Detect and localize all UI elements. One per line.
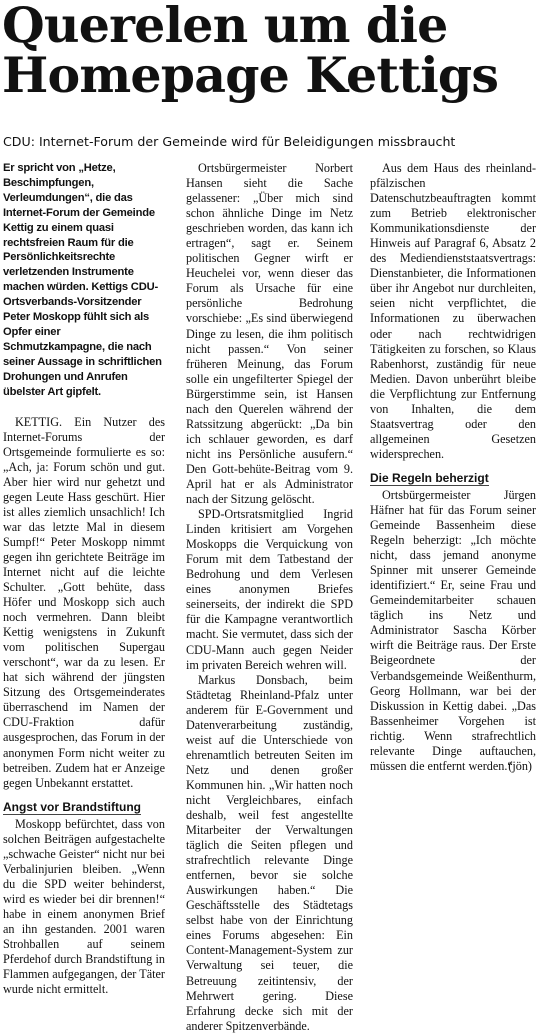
subheading-1-text: Angst vor Brandstiftung [3, 799, 141, 814]
headline-line-1: Querelen um die [2, 0, 448, 54]
article-paragraph-1 [3, 415, 165, 791]
article-paragraph-2: Moskopp befürchtet, dass von solchen Beiträgen aufgestachelte „schwache Geister“ nicht nur bei Verbalinjurien bleiben. „Wenn du die SPD weiter behinderst, wird es wieder bei dir brennen!“ habe in einem anonymen Brief an ihn gestanden. 2001 waren Strohballen auf seinem Pferdehof durch Brandstiftung in Flammen aufgegangen, der Täter wurde nicht ermittelt. [3, 816, 165, 997]
column-3 [370, 161, 536, 774]
article-paragraph-3: Ortsbürgermeister Norbert Hansen sieht die Sache gelassener: „Über mich sind schon ähnliche Dinge im Netz geschrieben worden, das kann ich ertragen“, sagt er. Seinem politischen Gegner wirft er Heuchelei vor, wenn dieser das Forum als Ursache für eine persönliche Bedrohung vorschiebe: „Es sind überwiegend Dinge zu lesen, die ihm politisch nicht passen.“ Von seiner früheren Meinung, das Forum solle ein ungefilterter Spiegel der Bürgerstimme sein, ist Hansen nach den Querelen während der Ratssitzung abgerückt: „Da bin ich schlauer geworden, es darf nicht ins Persönliche ausufern.“ Den Gott-behüte-Beitrag vom 9. April hat er als Administrator nach der Sitzung gelöscht. [186, 161, 353, 507]
paragraph-7-text: Ortsbürgermeister Jürgen Häfner hat für das Forum seiner Gemeinde Bassenheim diese Regeln beherzigt: „Ich möchte nicht, dass jemand anonyme Spinner mit unserer Gemeinde identifiziert.“ Er, seine Frau und Gemeindemitarbeiter schauen täglich ins Netz und Administrator Sascha Körber wirft die Beiträge raus. Der Erste Beigeordnete der Verbandsgemeinde Weißenthurm, Georg Hollmann, war bei der Diskussion in Kettig dabei. „Das Bassenheimer Vorgehen ist richtig. Wenn strafrechtlich relevante Dinge auftauchen, müssen die entfernt werden.“ [370, 487, 536, 773]
article-paragraph-7 [370, 488, 536, 774]
subheading-2 [370, 470, 536, 486]
subheading-2-text: Die Regeln beherzigt [370, 470, 489, 485]
article-paragraph-5: Markus Donsbach, beim Städtetag Rheinland-Pfalz unter anderem für E-Government und Datenverarbeitung zuständig, weist auf die Unterschiede von ehrenamtlich betreuten Seiten im Netz und denen großer Kommunen hin. „Wir hatten noch nicht Vergleichbares, einfach deshalb, weil fest angestellte Mitarbeiter der Verwaltungen täglich die Seiten pflegen und strafrechtlich relevante Dinge entfernen, bevor sie solche Auswirkungen haben.“ Die Geschäftsstelle des Städtetags selbst habe von der Einrichtung eines Forums abgesehen: Ein Content-Management-System zur Verwaltung sei teuer, die Betreuung zeitintensiv, der Mehrwert gering. Diese Erfahrung decke sich mit der anderer Spitzenverbände. [186, 672, 353, 1033]
lead-paragraph: Er spricht von „Hetze, Beschimpfungen, Verleumdungen“, die das Internet-Forum der Gemeinde Kettig zu einem quasi rechtsfreien Raum für die Persönlichkeitsrechte verletzenden Instrumente machen würden. Kettigs CDU-Ortsverbands-Vorsitzender Peter Moskopp fühlt sich als Opfer einer Schmutzkampagne, die nach seiner Aussage in schriftlichen Drohungen und Anrufen übelster Art gipfelt. [3, 162, 162, 398]
headline-line-2: Homepage Kettigs [2, 46, 499, 104]
subheadline: CDU: Internet-Forum der Gemeinde wird für Beleidigungen missbraucht [3, 134, 456, 149]
author-initials: (jön) [508, 758, 532, 773]
article-paragraph-6: Aus dem Haus des rheinland-pfälzischen Datenschutzbeauftragten kommt zum Betrieb elektronischer Kommunikationsdienste der Hinweis auf Paragraf 6, Absatz 2 des Mediendienststaatsvertrags: Dienstanbieter, die Informationen über ihr Angebot nur durchleiten, seien nicht verpflichtet, die Informationen zu überwachen oder nach rechtwidrigen Tätigkeiten zu forschen, so Klaus Rabenhorst, zuständig für neue Medien. Davon unberührt bleibe die Verpflichtung zur Entfernung von Inhalten, die dem Staatsvertrag oder den allgemeinen Gesetzen widersprechen. [370, 161, 536, 461]
paragraph-1-text: Ein Nutzer des Internet-Forums der Ortsgemeinde formulierte es so: „Ach, ja: Forum schön und gut. Aber hier wird nur gehetzt und gegen Leute Hass geschürt. Hier ist alles ziemlich unsachlich! Ich war das letzte Mal in diesem Sumpf!“ Peter Moskopp nimmt gegen ihn gerichtete Beiträge im Internet nicht auf die leichte Schulter. „Gott behüte, dass Höfer und Moskopp sich auch noch vermehren. Dann bleibt Kettig wenigstens in Zukunft vom politischen Supergau verschont“, war da zu lesen. Er hat sich während der jüngsten Sitzung des Ortsgemeinderates überraschend im Namen der CDU-Fraktion dafür ausgesprochen, das Forum in der anonymen Form nicht weiter zu betreiben. Zudem hat er Anzeige gegen Unbekannt erstattet. [3, 414, 165, 790]
headline [2, 0, 538, 104]
column-2 [186, 161, 353, 1034]
article-paragraph-4: SPD-Ortsratsmitglied Ingrid Linden kritisiert am Vorgehen Moskopps die Verquickung von Forum mit dem Tatbestand der Bedrohung und dem Verlesen eines anonymen Briefes seinerseits, der indirekt die SPD für die Kampagne verantwortlich macht. Sie vermutet, dass sich der CDU-Mann auch gegen Neider im privaten Bereich wehren will. [186, 507, 353, 672]
dateline: KETTIG. [15, 414, 63, 429]
subheading-1 [3, 799, 165, 815]
column-1 [3, 161, 165, 997]
